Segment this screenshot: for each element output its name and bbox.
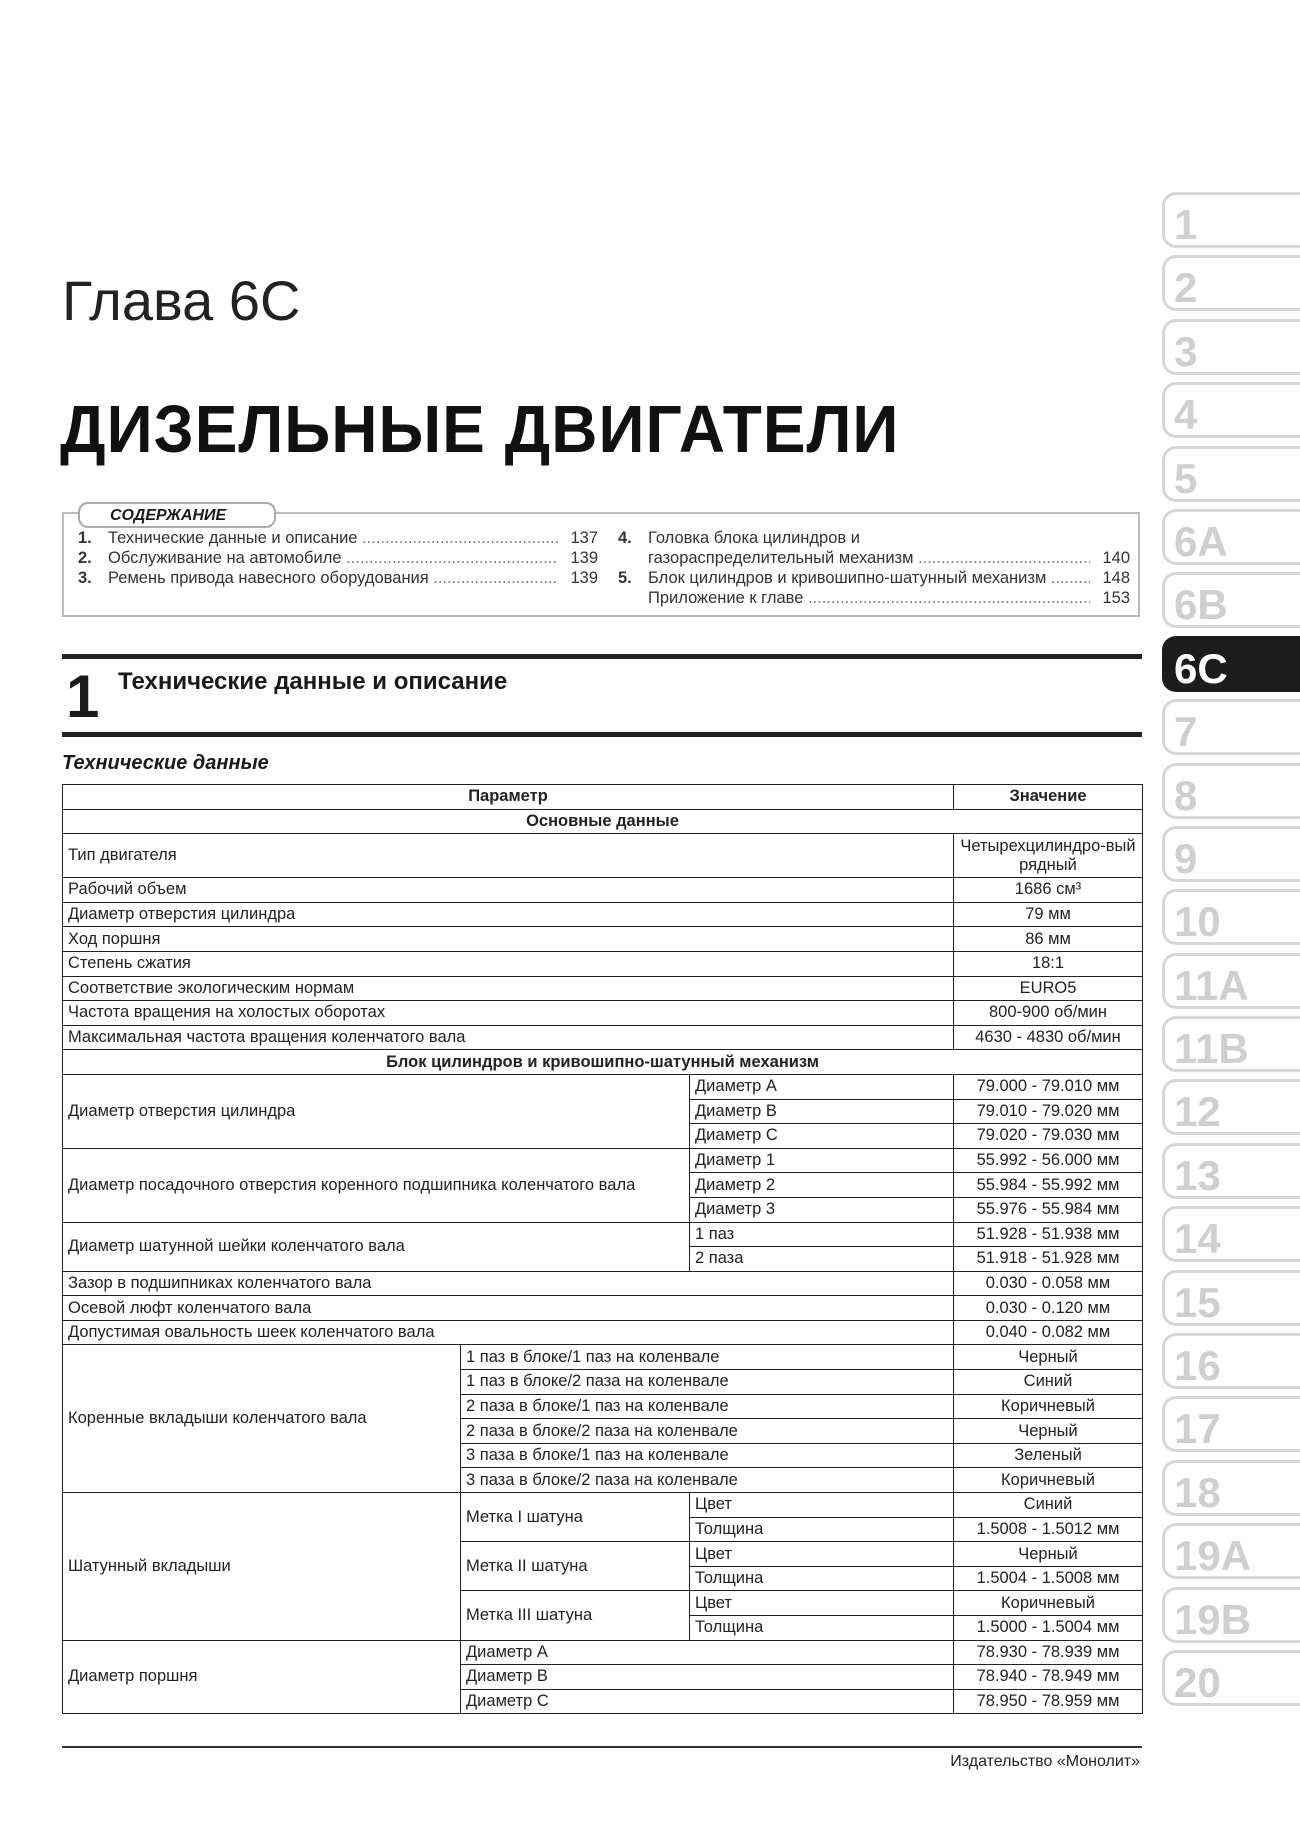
table-row: Осевой люфт коленчатого вала 0.030 - 0.120 мм [63,1296,1143,1321]
chapter-tab-8[interactable] [1158,759,1300,822]
toc-item[interactable]: 4. Головка блока цилиндров и [618,529,860,547]
table-row: Диаметр посадочного отверстия коренного подшипника коленчатого вала Диаметр 1 55.992 - 56.000 мм [63,1148,1143,1173]
table-row: Ход поршня 86 мм [63,927,1143,952]
chapter-tab-label: 11B [1162,1016,1300,1072]
table-row: Диаметр B 78.940 - 78.949 мм [63,1665,1143,1690]
table-row: Диаметр шатунной шейки коленчатого вала 1 паз 51.928 - 51.938 мм [63,1222,1143,1247]
section-number: 1 [66,663,100,730]
table-row: Толщина 1.5004 - 1.5008 мм [63,1566,1143,1591]
table-row: Толщина 1.5008 - 1.5012 мм [63,1517,1143,1542]
chapter-tab-label: 16 [1162,1333,1300,1389]
table-row: Степень сжатия 18:1 [63,951,1143,976]
chapter-tab-10[interactable] [1158,885,1300,948]
table-of-contents [62,507,1140,617]
chapter-tab-label: 6B [1162,572,1300,628]
chapter-tab-label: 4 [1162,382,1300,438]
chapter-tab-label: 12 [1162,1079,1300,1135]
chapter-tab-6c[interactable] [1158,632,1300,695]
header-value: Значение [954,785,1143,810]
main-title: ДИЗЕЛЬНЫЕ ДВИГАТЕЛИ [60,391,900,467]
param-cell: Диаметр посадочного отверстия коренного подшипника коленчатого вала [63,1148,690,1222]
param-cell: Диаметр поршня [63,1640,461,1714]
table-row: 3 паза в блоке/2 паза на коленвале Коричневый [63,1468,1143,1493]
table-row: Максимальная частота вращения коленчатого вала 4630 - 4830 об/мин [63,1025,1143,1050]
chapter-tab-19a[interactable] [1158,1519,1300,1582]
param-cell: Диаметр отверстия цилиндра [63,1074,690,1148]
section-rule-bottom [62,732,1142,737]
chapter-tab-11a[interactable] [1158,949,1300,1012]
chapter-tab-label: 19B [1162,1587,1300,1643]
chapter-tab-11b[interactable] [1158,1012,1300,1075]
chapter-tab-2[interactable] [1158,251,1300,314]
value-cell: Четырехцилиндро-вый рядный [954,834,1143,878]
chapter-tab-label: 18 [1162,1460,1300,1516]
param-cell: Тип двигателя [63,834,954,878]
chapter-tab-label: 2 [1162,255,1300,311]
spec-table [62,784,1143,1714]
table-row: Диаметр поршня Диаметр A 78.930 - 78.939 мм [63,1640,1143,1665]
table-row: 3 паза в блоке/1 паз на коленвале Зеленый [63,1443,1143,1468]
header-parameter: Параметр [63,785,954,810]
chapter-tab-label: 9 [1162,826,1300,882]
table-row [63,834,1143,878]
group-heading: Блок цилиндров и кривошипно-шатунный механизм [63,1050,1143,1075]
chapter-tab-label: 6A [1162,509,1300,565]
table-row: Диаметр C 79.020 - 79.030 мм [63,1124,1143,1149]
table-row: Диаметр 3 55.976 - 55.984 мм [63,1197,1143,1222]
chapter-tab-13[interactable] [1158,1139,1300,1202]
chapter-tab-1[interactable] [1158,188,1300,251]
table-row: Допустимая овальность шеек коленчатого вала 0.040 - 0.082 мм [63,1320,1143,1345]
chapter-tab-label: 8 [1162,763,1300,819]
chapter-tab-19b[interactable] [1158,1583,1300,1646]
chapter-tab-label: 17 [1162,1396,1300,1452]
section-title: Технические данные и описание [118,668,508,695]
footer-rule [62,1746,1142,1748]
chapter-tab-7[interactable] [1158,695,1300,758]
chapter-tab-label: 6C [1162,636,1300,692]
table-row: Метка III шатуна Цвет Коричневый [63,1591,1143,1616]
table-row: 1 паз в блоке/2 паза на коленвале Синий [63,1370,1143,1395]
chapter-tab-5[interactable] [1158,442,1300,505]
table-row: 2 паза 51.918 - 51.928 мм [63,1247,1143,1272]
toc-left-column [78,528,598,588]
chapter-tab-label: 13 [1162,1143,1300,1199]
group-heading: Основные данные [63,809,1143,834]
chapter-tab-label: 14 [1162,1206,1300,1262]
toc-item[interactable]: 1. Технические данные и описание ..... 137 [78,528,598,548]
chapter-tab-15[interactable] [1158,1266,1300,1329]
toc-label: СОДЕРЖАНИЕ [78,502,276,528]
chapter-tab-4[interactable] [1158,378,1300,441]
table-row: Соответствие экологическим нормам EURO5 [63,976,1143,1001]
table-row: Коренные вкладыши коленчатого вала 1 паз в блоке/1 паз на коленвале Черный [63,1345,1143,1370]
chapter-label: Глава 6С [62,269,301,332]
chapter-tabs [1158,188,1300,1709]
chapter-tab-18[interactable] [1158,1456,1300,1519]
toc-right-column [618,528,1130,608]
chapter-tab-17[interactable] [1158,1392,1300,1455]
chapter-tab-label: 7 [1162,699,1300,755]
toc-item-continued[interactable]: газораспределительный механизм ..... 140 [618,548,1130,568]
chapter-tab-12[interactable] [1158,1075,1300,1138]
table-row: Рабочий объем 1686 см³ [63,878,1143,903]
publisher-footer: Издательство «Монолит» [950,1753,1140,1770]
param-cell: Шатунный вкладыши [63,1493,461,1641]
table-row: Диаметр C 78.950 - 78.959 мм [63,1689,1143,1714]
chapter-tab-6a[interactable] [1158,505,1300,568]
chapter-tab-label: 10 [1162,889,1300,945]
chapter-tab-label: 15 [1162,1270,1300,1326]
chapter-tab-9[interactable] [1158,822,1300,885]
chapter-tab-label: 3 [1162,319,1300,375]
table-row: Диаметр отверстия цилиндра Диаметр A 79.000 - 79.010 мм [63,1074,1143,1099]
chapter-tab-label: 20 [1162,1650,1300,1706]
chapter-tab-label: 1 [1162,192,1300,248]
subsection-title: Технические данные [62,752,269,774]
toc-item[interactable]: 5. Блок цилиндров и кривошипно-шатунный механизм ..... 148 [618,568,1130,588]
toc-item[interactable]: Приложение к главе ..... 153 [618,588,1130,608]
chapter-tab-3[interactable] [1158,315,1300,378]
table-row: Диаметр B 79.010 - 79.020 мм [63,1099,1143,1124]
chapter-tab-label: 19A [1162,1523,1300,1579]
table-row: Зазор в подшипниках коленчатого вала 0.030 - 0.058 мм [63,1271,1143,1296]
table-row: Метка II шатуна Цвет Черный [63,1542,1143,1567]
section-rule-top [62,654,1142,659]
table-row: Частота вращения на холостых оборотах 800-900 об/мин [63,1001,1143,1026]
table-row: 2 паза в блоке/2 паза на коленвале Черный [63,1419,1143,1444]
table-row: 2 паза в блоке/1 паз на коленвале Коричневый [63,1394,1143,1419]
toc-item[interactable]: 3. Ремень привода навесного оборудования ..... 139 [78,568,598,588]
table-row: Диаметр 2 55.984 - 55.992 мм [63,1173,1143,1198]
chapter-tab-16[interactable] [1158,1329,1300,1392]
table-row: Толщина 1.5000 - 1.5004 мм [63,1616,1143,1641]
toc-item[interactable]: 2. Обслуживание на автомобиле ..... 139 [78,548,598,568]
table-header-row [63,785,1143,810]
param-cell: Диаметр шатунной шейки коленчатого вала [63,1222,690,1271]
chapter-tab-label: 5 [1162,446,1300,502]
table-row: Диаметр отверстия цилиндра 79 мм [63,902,1143,927]
param-cell: Коренные вкладыши коленчатого вала [63,1345,461,1493]
chapter-tab-14[interactable] [1158,1202,1300,1265]
chapter-tab-6b[interactable] [1158,568,1300,631]
chapter-tab-20[interactable] [1158,1646,1300,1709]
chapter-tab-label: 11A [1162,953,1300,1009]
table-row: Шатунный вкладыши Метка I шатуна Цвет Синий [63,1493,1143,1518]
